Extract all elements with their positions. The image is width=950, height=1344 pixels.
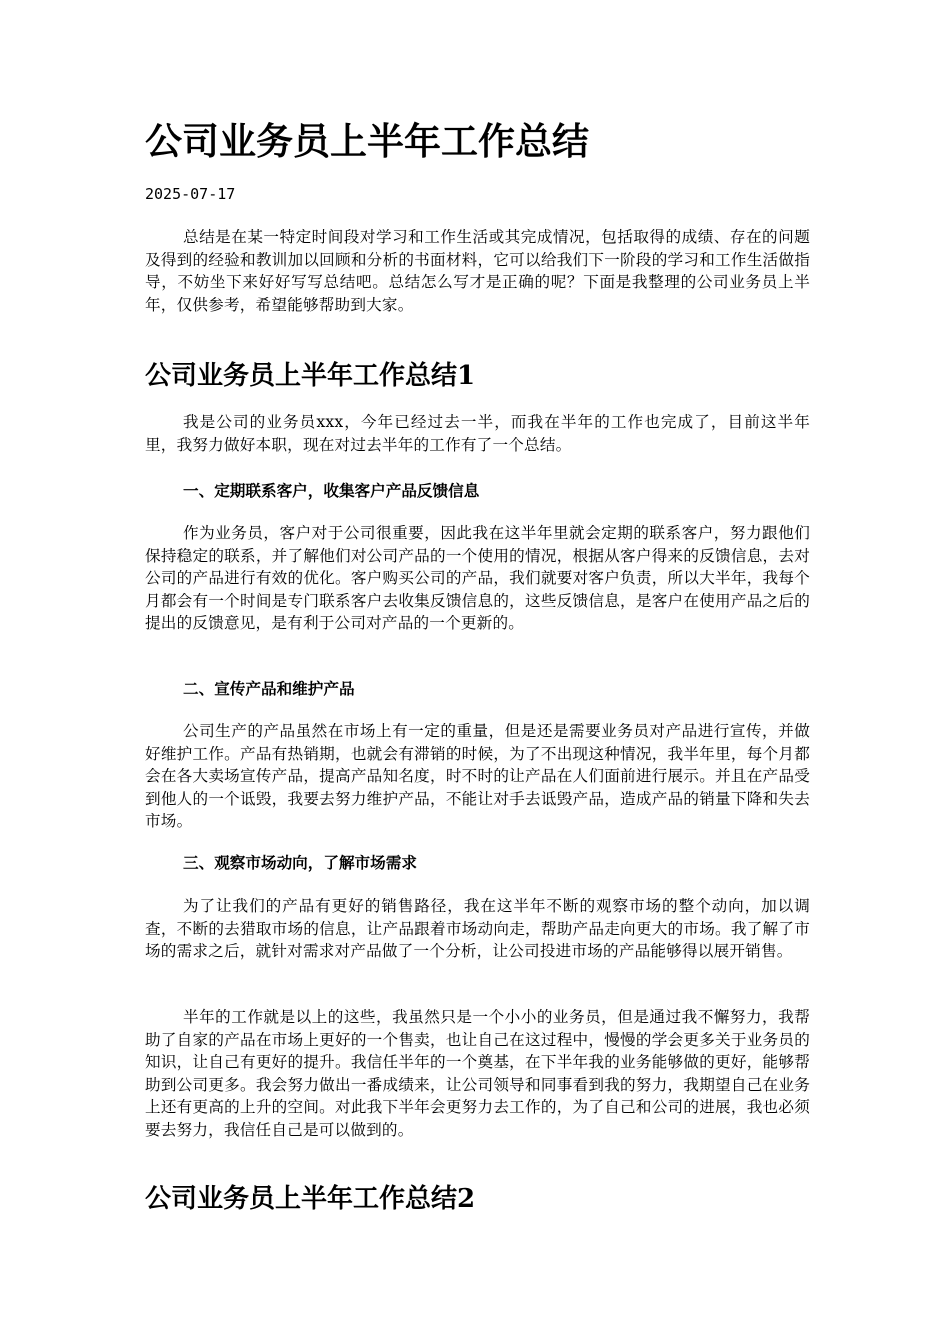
section1-paragraph-3: 公司生产的产品虽然在市场上有一定的重量，但是还是需要业务员对产品进行宣传，并做好维护工作。产品有热销期，也就会有滞销的时候，为了不出现这种情况，我半年里，每个月都会在各大卖场宣传产品，提高产品知名度，时不时的让产品在人们面前进行展示。并且在产品受到他人的一个诋毁，我要去努力维护产品，不能让对手去诋毁产品，造成产品的销量下降和失去市场。 (145, 722, 810, 831)
section-heading-2: 公司业务员上半年工作总结2 (145, 1184, 476, 1214)
section1-paragraph-4: 为了让我们的产品有更好的销售路径，我在这半年不断的观察市场的整个动向，加以调查，不断的去猎取市场的信息，让产品跟着市场动向走，帮助产品走向更大的市场。我了解了市场的需求之后，就针对需求对产品做了一个分析，让公司投进市场的产品能够得以展开销售。 (145, 897, 810, 961)
section1-paragraph-5: 半年的工作就是以上的这些，我虽然只是一个小小的业务员，但是通过我不懈努力，我帮助了自家的产品在市场上更好的一个售卖，也让自己在这过程中，慢慢的学会更多关于业务员的知识，让自己有更好的提升。我信任半年的一个奠基，在下半年我的业务能够做的更好，能够帮助到公司更多。我会努力做出一番成绩来，让公司领导和同事看到我的努力，我期望自己在业务上还有更高的上升的空间。对此我下半年会更努力去工作的，为了自己和公司的进展，我也必须要去努力，我信任自己是可以做到的。 (145, 1008, 810, 1139)
document-title: 公司业务员上半年工作总结 (145, 119, 589, 163)
section1-paragraph-1: 我是公司的业务员xxx，今年已经过去一半，而我在半年的工作也完成了，目前这半年里，我努力做好本职，现在对过去半年的工作有了一个总结。 (145, 413, 810, 454)
intro-paragraph: 总结是在某一特定时间段对学习和工作生活或其完成情况，包括取得的成绩、存在的问题及得到的经验和教训加以回顾和分析的书面材料，它可以给我们下一阶段的学习和工作生活做指导，不妨坐下来好好写写总结吧。总结怎么写才是正确的呢？下面是我整理的公司业务员上半年，仅供参考，希望能够帮助到大家。 (145, 228, 810, 314)
document-date: 2025-07-17 (145, 185, 236, 203)
section1-paragraph-2: 作为业务员，客户对于公司很重要，因此我在这半年里就会定期的联系客户，努力跟他们保持稳定的联系，并了解他们对公司产品的一个使用的情况，根据从客户得来的反馈信息，去对公司的产品进行有效的优化。客户购买公司的产品，我们就要对客户负责，所以大半年，我每个月都会有一个时间是专门联系客户去收集反馈信息的，这些反馈信息，是客户在使用产品之后的提出的反馈意见，是有利于公司对产品的一个更新的。 (145, 524, 810, 633)
section1-subheading-2: 二、宣传产品和维护产品 (183, 679, 355, 698)
section-heading-1: 公司业务员上半年工作总结1 (145, 361, 476, 391)
section1-subheading-3: 三、观察市场动向，了解市场需求 (183, 853, 417, 872)
section1-subheading-1: 一、定期联系客户，收集客户产品反馈信息 (183, 481, 480, 500)
